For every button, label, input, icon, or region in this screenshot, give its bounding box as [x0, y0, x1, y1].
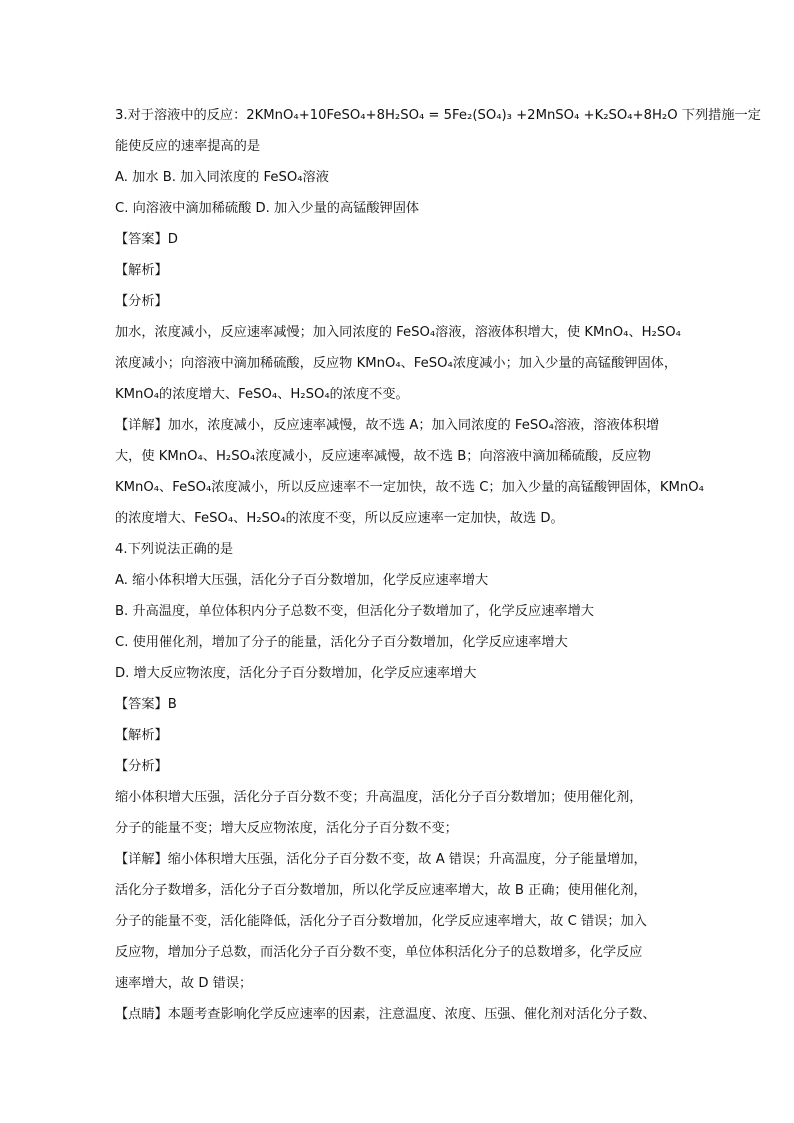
question-4-detail-line: 【详解】缩小体积增大压强，活化分子百分数不变，故 A 错误；升高温度，分子能量增加， — [115, 852, 647, 867]
question-4-stem: 4.下列说法正确的是 — [115, 542, 234, 557]
question-3-explanation-heading: 【解析】 — [115, 263, 168, 278]
question-4-analysis-line: 缩小体积增大压强，活化分子百分数不变；升高温度，活化分子百分数增加；使用催化剂， — [115, 790, 643, 805]
question-4-option-b: B. 升高温度，单位体积内分子总数不变，但活化分子数增加了，化学反应速率增大 — [115, 604, 594, 619]
question-3-detail-line: 【详解】加水，浓度减小，反应速率减慢，故不选 A；加入同浓度的 FeSO₄溶液，溶液体积增 — [115, 418, 660, 433]
question-4-analysis-heading: 【分析】 — [115, 759, 168, 774]
document-body — [115, 100, 761, 1030]
question-3-detail-line: 大，使 KMnO₄、H₂SO₄浓度减小，反应速率减慢，故不选 B；向溶液中滴加稀硫酸，反应物 — [115, 449, 651, 464]
question-3-analysis-line: 加水，浓度减小，反应速率减慢；加入同浓度的 FeSO₄溶液，溶液体积增大，使 KMnO₄、H₂SO₄ — [115, 325, 681, 340]
question-4-detail-line: 反应物，增加分子总数，而活化分子百分数不变，单位体积活化分子的总数增多，化学反应 — [115, 945, 643, 960]
question-3-analysis-line: KMnO₄的浓度增大、FeSO₄、H₂SO₄的浓度不变。 — [115, 387, 409, 402]
question-3-analysis-heading: 【分析】 — [115, 294, 168, 309]
question-3-stem-continued: 能使反应的速率提高的是 — [115, 139, 261, 154]
question-4-detail-line: 速率增大，故 D 错误； — [115, 976, 253, 991]
question-3-detail-line: 的浓度增大、FeSO₄、H₂SO₄的浓度不变，所以反应速率一定加快，故选 D。 — [115, 511, 564, 526]
question-4-detail-line: 活化分子数增多，活化分子百分数增加，所以化学反应速率增大，故 B 正确；使用催化剂， — [115, 883, 647, 898]
question-4-analysis-line: 分子的能量不变；增大反应物浓度，活化分子百分数不变； — [115, 821, 458, 836]
question-4-detail-line: 分子的能量不变，活化能降低，活化分子百分数增加，化学反应速率增大，故 C 错误；加入 — [115, 914, 647, 929]
question-4-option-a: A. 缩小体积增大压强，活化分子百分数增加，化学反应速率增大 — [115, 573, 489, 588]
question-3-stem: 3.对于溶液中的反应：2KMnO₄+10FeSO₄+8H₂SO₄ = 5Fe₂(SO₄)₃ +2MnSO₄ +K₂SO₄+8H₂O 下列措施一定 — [115, 108, 761, 123]
question-4-explanation-heading: 【解析】 — [115, 728, 168, 743]
question-4-option-d: D. 增大反应物浓度，活化分子百分数增加，化学反应速率增大 — [115, 666, 477, 681]
question-3-options-ab: A. 加水 B. 加入同浓度的 FeSO₄溶液 — [115, 170, 329, 185]
question-4-answer: 【答案】B — [115, 697, 177, 712]
question-3-analysis-line: 浓度减小；向溶液中滴加稀硫酸，反应物 KMnO₄、FeSO₄浓度减小；加入少量的高锰酸钾固体， — [115, 356, 678, 371]
question-3-options-cd: C. 向溶液中滴加稀硫酸 D. 加入少量的高锰酸钾固体 — [115, 201, 420, 216]
question-4-option-c: C. 使用催化剂，增加了分子的能量，活化分子百分数增加，化学反应速率增大 — [115, 635, 568, 650]
question-4-key-point-line: 【点睛】本题考查影响化学反应速率的因素，注意温度、浓度、压强、催化剂对活化分子数、 — [115, 1007, 656, 1022]
question-3-detail-line: KMnO₄、FeSO₄浓度减小，所以反应速率不一定加快，故不选 C；加入少量的高锰酸钾固体，KMnO₄ — [115, 480, 704, 495]
question-3-answer: 【答案】D — [115, 232, 178, 247]
